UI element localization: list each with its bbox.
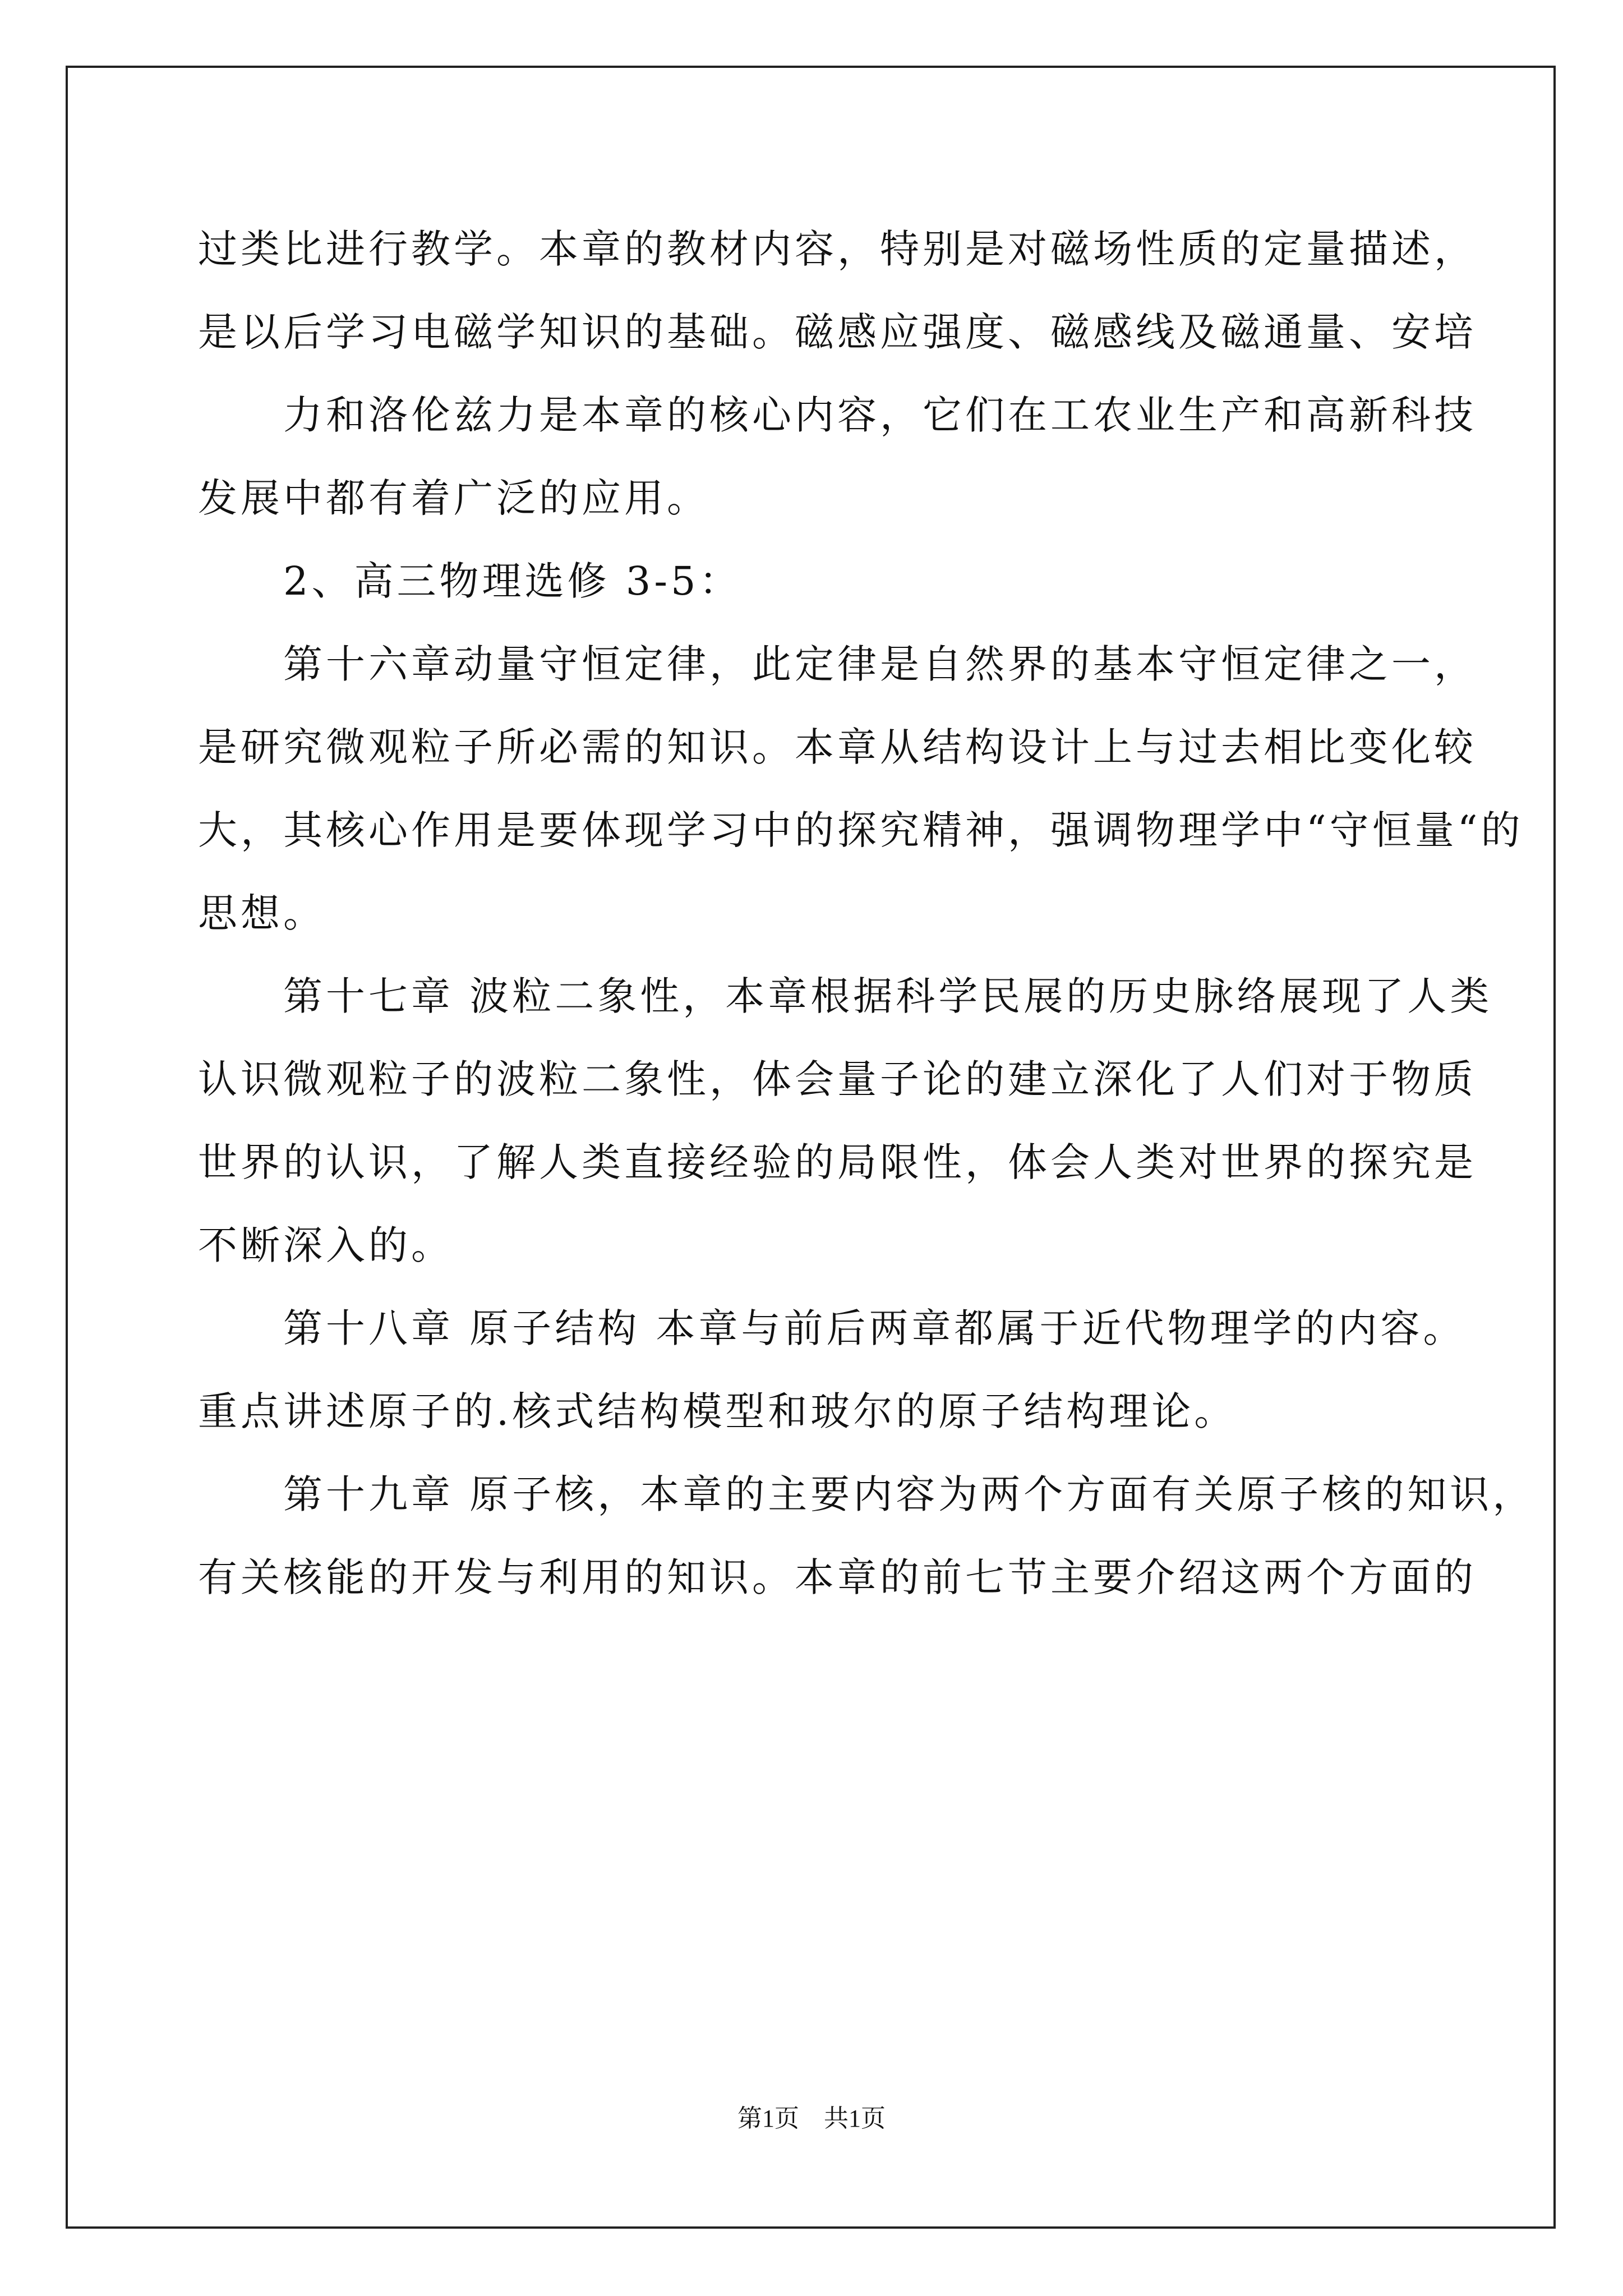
- text-line: 是研究微观粒子所必需的知识。本章从结构设计上与过去相比变化较: [198, 724, 1477, 770]
- document-body: [198, 208, 1536, 1619]
- text-line: 有关核能的开发与利用的知识。本章的前七节主要介绍这两个方面的: [198, 1554, 1477, 1600]
- text-line: 思想。: [198, 890, 326, 936]
- text-line: 认识微观粒子的波粒二象性，体会量子论的建立深化了人们对于物质: [198, 1056, 1477, 1102]
- text-line: 世界的认识，了解人类直接经验的局限性，体会人类对世界的探究是: [198, 1139, 1477, 1185]
- text-line: 第十七章 波粒二象性，本章根据科学民展的历史脉络展现了人类: [283, 973, 1493, 1019]
- text-line: 第十九章 原子核，本章的主要内容为两个方面有关原子核的知识，: [283, 1471, 1536, 1517]
- text-line: 力和洛伦兹力是本章的核心内容，它们在工农业生产和高新科技: [283, 392, 1477, 438]
- page-number-footer: 第1页 共1页: [737, 2105, 886, 2132]
- section-heading: 2、高三物理选修 3-5：: [283, 558, 742, 604]
- text-line: 不断深入的。: [198, 1222, 454, 1268]
- text-line: 重点讲述原子的.核式结构模型和玻尔的原子结构理论。: [198, 1388, 1237, 1434]
- text-line: 过类比进行教学。本章的教材内容，特别是对磁场性质的定量描述，: [198, 226, 1477, 272]
- text-line: 发展中都有着广泛的应用。: [198, 475, 709, 521]
- text-line: 大，其核心作用是要体现学习中的探究精神，强调物理学中“守恒量“的: [198, 807, 1524, 853]
- text-line: 第十八章 原子结构 本章与前后两章都属于近代物理学的内容。: [283, 1305, 1466, 1351]
- text-line: 第十六章动量守恒定律，此定律是自然界的基本守恒定律之一，: [283, 641, 1477, 687]
- text-line: 是以后学习电磁学知识的基础。磁感应强度、磁感线及磁通量、安培: [198, 309, 1477, 355]
